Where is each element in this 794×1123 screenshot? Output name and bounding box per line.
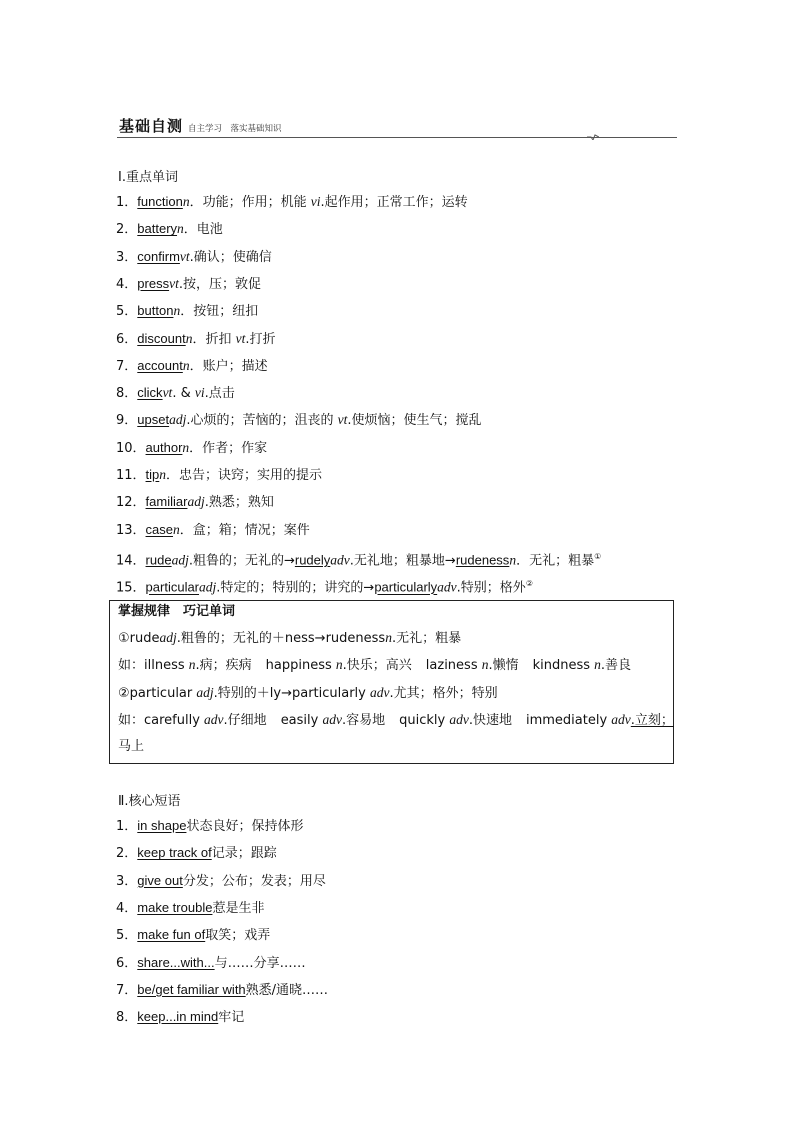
keyword: discount — [137, 330, 186, 346]
memory-tips-box — [109, 600, 674, 764]
phrase-meaning: 与……分享…… — [214, 955, 306, 971]
derived-word: particularly — [374, 579, 438, 595]
keyword: confirm — [137, 248, 180, 264]
word-item — [116, 330, 275, 349]
meaning: .特别；格外 — [456, 580, 526, 596]
item-number: 12． — [116, 495, 146, 511]
item-number: 3． — [116, 249, 138, 265]
footnote-mark: ① — [594, 551, 602, 561]
derived-word: rudely — [294, 552, 331, 568]
box-title: 掌握规律 巧记单词 — [118, 604, 236, 619]
part-of-speech: vt — [235, 330, 246, 346]
word-item — [116, 275, 261, 294]
keyword: account — [137, 357, 183, 373]
item-number: 2． — [116, 846, 138, 862]
phrase: give out — [137, 872, 183, 888]
item-number: 8． — [116, 386, 138, 402]
word-item — [116, 493, 274, 512]
phrase-item — [116, 844, 277, 863]
meaning: .起作用；正常工作；运转 — [320, 195, 468, 210]
phrase: be/get familiar with — [137, 981, 246, 997]
box-line-5: 马上 — [118, 739, 145, 754]
phrase-item — [116, 899, 264, 918]
part-of-speech: n — [159, 467, 167, 482]
meaning: ．盒；箱；情况；案件 — [179, 522, 310, 538]
item-number: 8． — [116, 1010, 138, 1026]
part-of-speech: n — [173, 521, 180, 537]
item-number: 14． — [116, 553, 146, 569]
part-of-speech: n — [509, 552, 517, 568]
keyword: rude — [145, 552, 172, 568]
word-item — [116, 357, 268, 376]
section1-title: Ⅰ.重点单词 — [118, 170, 178, 185]
phrase: in shape — [137, 818, 187, 833]
meaning: ．按钮；纽扣 — [180, 304, 259, 320]
box-line-2: 如：illness n.病；疾病 happiness n.快乐；高兴 laziness n.懒惰 kindness n.善良 — [118, 657, 632, 673]
phrase-item — [116, 981, 328, 1000]
keyword: tip — [145, 467, 160, 482]
part-of-speech: vt — [179, 248, 190, 264]
part-of-speech: adv — [330, 552, 350, 568]
item-number: 13． — [116, 522, 146, 538]
meaning: .使烦恼；使生气；搅乱 — [347, 413, 482, 429]
word-item — [116, 302, 258, 321]
derived-word: rudeness — [455, 552, 510, 568]
meaning: .点击 — [204, 386, 235, 402]
meaning: ．忠告；诀窍；实用的提示 — [166, 468, 323, 483]
item-number: 7． — [116, 358, 138, 374]
meaning: ．功能；作用；机能 — [189, 195, 311, 210]
item-number: 15． — [116, 580, 146, 596]
word-item — [116, 548, 601, 570]
part-of-speech: vt — [162, 385, 173, 401]
keyword: click — [137, 385, 163, 401]
part-of-speech: n — [185, 330, 193, 346]
phrase-meaning: 状态良好；保持体形 — [186, 819, 304, 834]
item-number: 6． — [116, 331, 138, 347]
phrase-item — [116, 817, 303, 836]
item-number: 9． — [116, 413, 138, 429]
meaning: ．作者；作家 — [189, 440, 268, 456]
phrase-meaning: 惹是生非 — [212, 900, 265, 916]
word-item — [116, 521, 310, 540]
word-item — [116, 220, 223, 239]
word-item — [116, 439, 267, 458]
phrase-item — [116, 926, 270, 945]
footnote-mark: ② — [525, 579, 533, 589]
part-of-speech: vt — [169, 275, 179, 291]
meaning: ．折扣 — [192, 331, 236, 347]
section-header — [117, 114, 677, 140]
item-number: 10． — [116, 440, 146, 456]
item-number: 11． — [116, 468, 146, 483]
part-of-speech: n — [182, 357, 190, 373]
meaning: .熟悉；熟知 — [204, 495, 274, 511]
meaning: .打折 — [245, 331, 276, 347]
phrase-meaning: 取笑；戏弄 — [205, 928, 271, 944]
keyword: function — [137, 194, 183, 209]
word-item — [116, 193, 468, 212]
word-item — [116, 248, 272, 267]
word-item — [116, 575, 533, 597]
phrase-meaning: 分发；公布；发表；用尽 — [182, 873, 326, 889]
item-number: 1． — [116, 819, 138, 834]
item-number: 3． — [116, 873, 138, 889]
part-of-speech: vi — [194, 385, 205, 401]
phrase-meaning: 熟悉/通晓…… — [245, 982, 329, 998]
meaning: ．账户；描述 — [189, 358, 268, 374]
item-number: 4． — [116, 900, 138, 916]
box-line-4: 如：carefully adv.仔细地 easily adv.容易地 quickly adv.快速地 immediately adv.立刻； — [118, 712, 674, 728]
item-number: 6． — [116, 955, 138, 971]
keyword: particular — [145, 579, 200, 595]
meaning: .无礼地；粗暴地→ — [349, 553, 456, 569]
item-number: 1． — [116, 195, 138, 210]
part-of-speech: adj — [199, 579, 217, 595]
keyword: case — [145, 521, 174, 537]
section2-title: Ⅱ.核心短语 — [118, 794, 181, 809]
word-item — [116, 411, 482, 430]
part-of-speech: vi — [310, 194, 321, 209]
keyword: author — [145, 439, 183, 455]
header-notch-decoration — [587, 132, 599, 140]
meaning: .特定的；特别的；讲究的→ — [216, 580, 375, 596]
meaning: ．无礼；粗暴 — [516, 553, 595, 569]
keyword: upset — [137, 412, 170, 428]
item-number: 2． — [116, 222, 138, 238]
phrase: share...with... — [137, 954, 215, 970]
meaning: .心烦的；苦恼的；沮丧的 — [186, 413, 338, 429]
part-of-speech: n — [182, 439, 190, 455]
part-of-speech: n — [173, 303, 181, 319]
phrase: make fun of — [137, 927, 206, 943]
part-of-speech: n — [182, 194, 190, 209]
keyword: press — [137, 275, 170, 291]
part-of-speech: adj — [171, 552, 189, 568]
box-line-1: ①rudeadj.粗鲁的；无礼的＋ness→rudenessn.无礼；粗暴 — [118, 630, 462, 646]
phrase: keep...in mind — [137, 1009, 219, 1025]
item-number: 7． — [116, 982, 138, 998]
phrase-item — [116, 1008, 244, 1027]
phrase-item — [116, 954, 306, 973]
part-of-speech: adv — [437, 579, 457, 595]
box-line-3: ②particular adj.特别的＋ly→particularly adv.尤其；格外；特别 — [118, 685, 498, 701]
item-number: 4． — [116, 276, 138, 292]
meaning: .粗鲁的；无礼的→ — [188, 553, 295, 569]
part-of-speech: adj — [169, 412, 187, 428]
meaning: .确认；使确信 — [189, 249, 272, 265]
part-of-speech: adj — [187, 494, 205, 510]
phrase: keep track of — [137, 845, 212, 861]
part-of-speech: vt — [337, 412, 348, 428]
item-number: 5． — [116, 928, 138, 944]
header-subtitle: 自主学习 落实基础知识 — [188, 124, 282, 134]
meaning: .按，压；敦促 — [178, 276, 261, 292]
phrase-meaning: 牢记 — [218, 1010, 245, 1026]
phrase-item — [116, 872, 326, 891]
meaning: ．电池 — [183, 222, 223, 238]
item-number: 5． — [116, 304, 138, 320]
meaning: . & — [172, 386, 195, 402]
keyword: familiar — [145, 494, 188, 510]
phrase: make trouble — [137, 899, 213, 915]
word-item — [116, 384, 235, 403]
part-of-speech: n — [177, 221, 184, 237]
keyword: battery — [137, 221, 178, 237]
header-title: 基础自测 — [119, 117, 184, 135]
keyword: button — [137, 303, 174, 319]
phrase-meaning: 记录；跟踪 — [211, 846, 277, 862]
word-item — [116, 466, 322, 485]
